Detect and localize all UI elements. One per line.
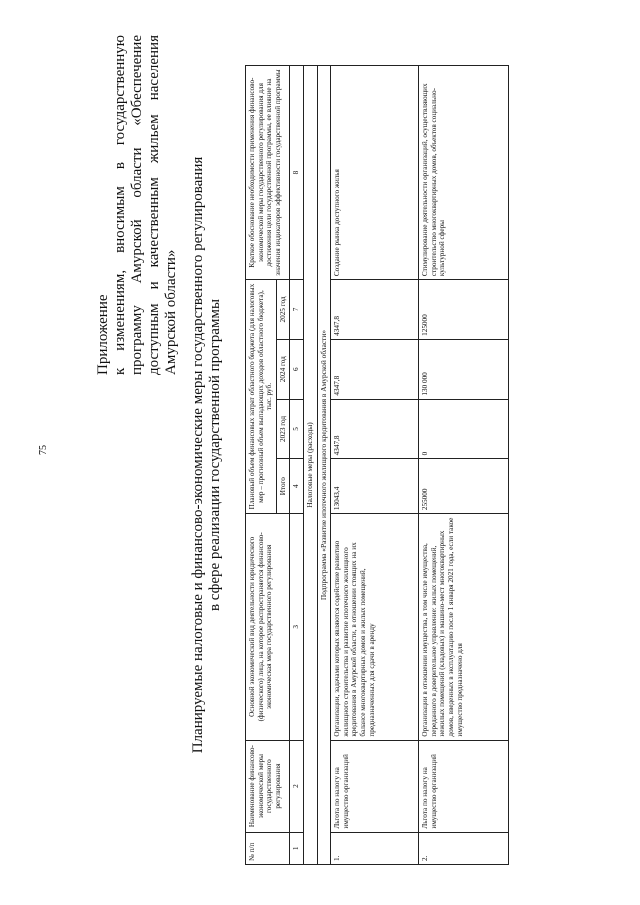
page-number: 75: [38, 445, 49, 455]
col-number: 1: [290, 832, 304, 864]
header-2024: 2024 год: [276, 339, 290, 399]
appendix-text: к изменениям, вносимым в государственную программу Амурской области «Обеспечение доступным и качественным жильем населения Амурской области»: [112, 35, 179, 375]
row-activity: Организации, задачами которых являются содействие развитию жилищного строительства и развитие ипотечного жилищного кредитования в Амурской области, в отношении стоящих на их балансе многоквартирных домов и жилых помещений, предназначенных для сдачи в аренду: [331, 514, 419, 741]
title-line-1: Планируемые налоговые и финансово-экономические меры государственного регулирования: [190, 156, 206, 754]
section-row: [303, 66, 317, 865]
row-2024: 4347,8: [331, 339, 419, 399]
col-number: 4: [290, 459, 304, 514]
header-num: № п/п: [246, 832, 290, 864]
measures-table: [245, 65, 509, 865]
col-number: 8: [290, 66, 304, 280]
row-activity: Организации в отношении имущества, в том числе имущества, переданного в доверительное управление: жилых помещений, нежилых помещений (кладовых) и машино-мест многоквартирных домов, введенных в эксплуатацию после 1 января 2021 года, если такое имущество предназначено для: [419, 514, 509, 741]
row-total: 255000: [419, 459, 509, 514]
row-2023: 0: [419, 399, 509, 459]
row-2025: 4347,8: [331, 280, 419, 340]
section-label: Налоговые меры (расходы): [303, 66, 317, 865]
column-number-row: [290, 66, 304, 865]
row-name: Льгота по налогу на имущество организаций: [331, 740, 419, 832]
row-num: 2.: [419, 832, 509, 864]
title-line-2: в сфере реализации государственной программы: [207, 298, 223, 612]
col-number: 2: [290, 740, 304, 832]
row-justification: Создание рынка доступного жилья: [331, 66, 419, 280]
header-total: Итого: [276, 459, 290, 514]
subprogram-label: Подпрограмма «Развитие ипотечного жилищного кредитования в Амурской области»: [317, 66, 331, 865]
header-justification: Краткое обоснование необходимости применения финансово-экономической меры государственного регулирования для достижения цели государственной программы, ее влияние на значения индикаторов эффективности государственной программы: [246, 66, 290, 280]
header-name: Наименование финансово-экономической меры государственного регулирования: [246, 740, 290, 832]
row-2023: 4347,8: [331, 399, 419, 459]
col-number: 5: [290, 399, 304, 459]
header-row: [246, 66, 277, 865]
header-plan: Плановый объем финансовых затрат областного бюджета (для налоговых мер – прогнозный объем выпадающих доходов областного бюджета), тыс. руб.: [246, 280, 277, 514]
row-name: Льгота по налогу на имущество организаций: [419, 740, 509, 832]
row-num: 1.: [331, 832, 419, 864]
header-2025: 2025 год: [276, 280, 290, 340]
subprogram-row: [317, 66, 331, 865]
document-title: [190, 5, 224, 905]
row-justification: Стимулирование деятельности организаций, осуществляющих строительство многоквартирных домов, объектов социально-культурной сферы: [419, 66, 509, 280]
header-2023: 2023 год: [276, 399, 290, 459]
table-row: [331, 66, 419, 865]
row-2025: 125000: [419, 280, 509, 340]
landscape-page: [0, 5, 640, 905]
appendix-title: Приложение: [95, 294, 111, 375]
row-total: 13043,4: [331, 459, 419, 514]
col-number: 6: [290, 339, 304, 399]
row-2024: 130 000: [419, 339, 509, 399]
col-number: 3: [290, 514, 304, 741]
table-row: [419, 66, 509, 865]
header-activity: Основной экономический вид деятельности юридического (физического) лица, на которое распространяется финансово-экономическая мера государственного регулирования: [246, 514, 290, 741]
appendix-block: [95, 35, 180, 375]
col-number: 7: [290, 280, 304, 340]
